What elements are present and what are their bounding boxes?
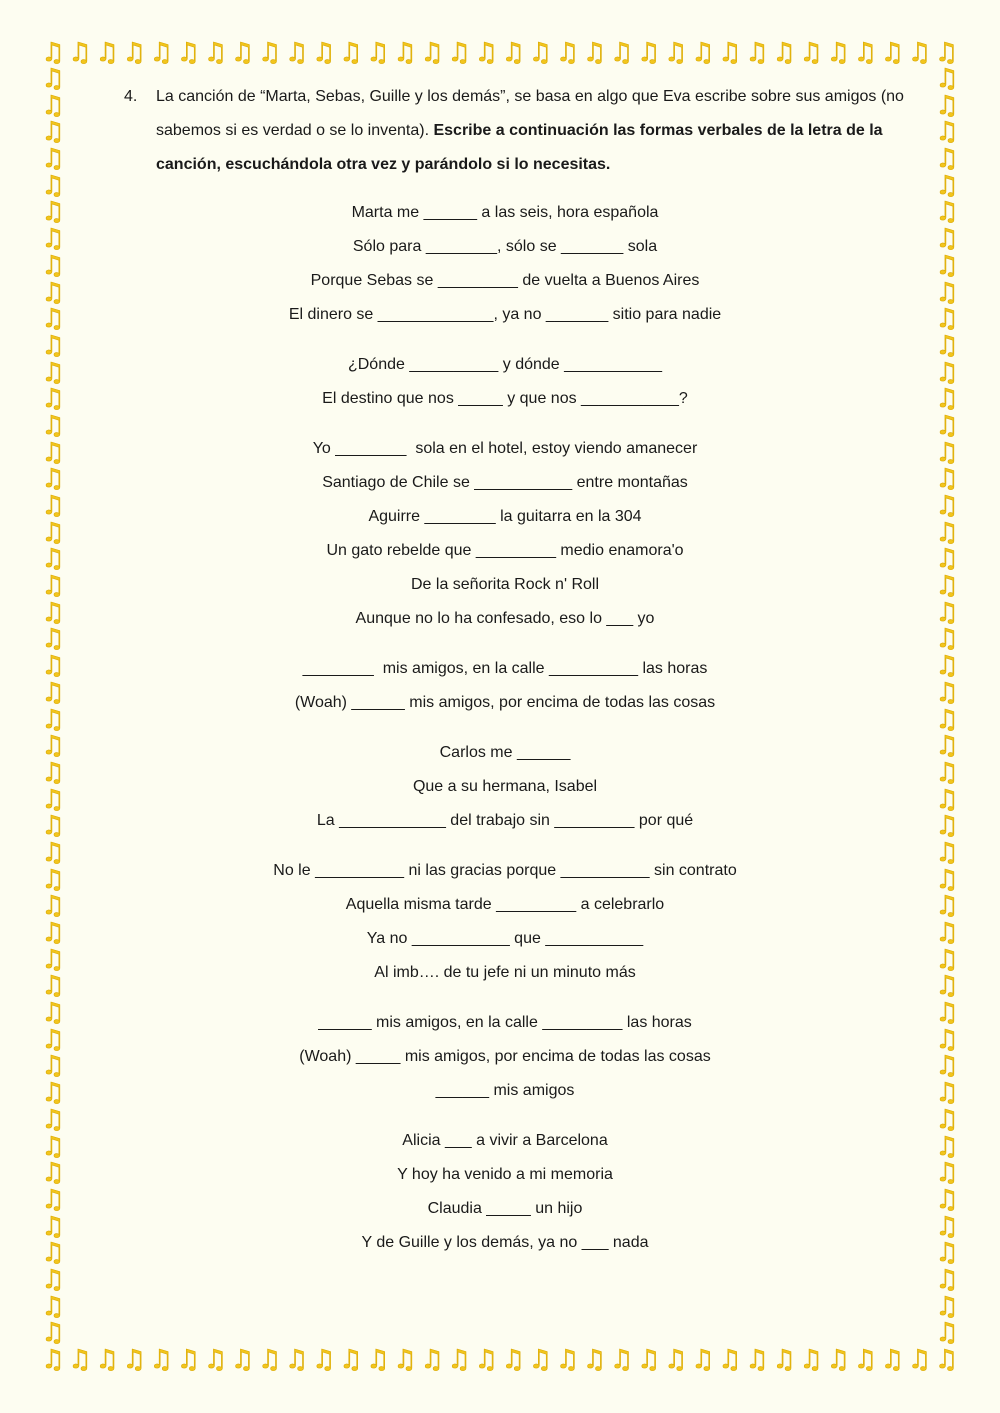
music-note-icon: ♫ xyxy=(935,170,959,201)
stanza xyxy=(100,652,910,720)
music-note-icon: ♫ xyxy=(853,1345,877,1375)
music-note-icon: ♫ xyxy=(582,1345,607,1375)
lyric-line: El dinero se _____________, ya no _______ sitio para nadie xyxy=(288,306,722,323)
music-note-icon: ♫ xyxy=(41,918,65,948)
music-note-icon: ♫ xyxy=(935,517,959,548)
music-note-icon: ♫ xyxy=(609,38,634,68)
music-note-icon: ♫ xyxy=(935,677,959,708)
music-note-icon: ♫ xyxy=(122,1345,146,1375)
music-note-icon: ♫ xyxy=(935,250,959,281)
music-note-icon: ♫ xyxy=(934,38,959,68)
music-note-icon: ♫ xyxy=(257,1345,282,1375)
music-note-icon: ♫ xyxy=(285,38,309,68)
lyric-line: Yo ________ sola en el hotel, estoy viendo amanecer xyxy=(312,440,698,457)
music-note-icon: ♫ xyxy=(447,1345,471,1375)
music-note-icon: ♫ xyxy=(176,1345,201,1375)
music-note-icon: ♫ xyxy=(907,1345,932,1375)
music-note-icon: ♫ xyxy=(203,1345,228,1375)
music-note-icon: ♫ xyxy=(474,1345,498,1375)
music-note-icon: ♫ xyxy=(935,704,959,735)
music-note-icon: ♫ xyxy=(41,677,65,708)
music-note-icon: ♫ xyxy=(41,357,65,388)
music-note-icon: ♫ xyxy=(203,38,228,68)
music-note-icon: ♫ xyxy=(41,1264,65,1295)
music-note-icon: ♫ xyxy=(799,1345,823,1375)
stanza xyxy=(100,1006,910,1108)
music-note-icon: ♫ xyxy=(41,837,65,868)
lyric-line: El destino que nos _____ y que nos ___________? xyxy=(322,390,688,407)
music-note-icon: ♫ xyxy=(935,571,959,602)
music-note-icon: ♫ xyxy=(230,1345,255,1375)
music-note-icon: ♫ xyxy=(935,410,959,441)
music-note-icon: ♫ xyxy=(935,330,959,361)
music-note-icon: ♫ xyxy=(880,38,905,68)
music-note-icon: ♫ xyxy=(935,731,959,762)
music-note-icon: ♫ xyxy=(41,1238,65,1269)
music-note-icon: ♫ xyxy=(312,38,336,68)
music-note-icon: ♫ xyxy=(41,704,65,735)
music-note-icon: ♫ xyxy=(826,38,850,68)
stanza xyxy=(100,348,910,416)
music-note-icon: ♫ xyxy=(366,1345,390,1375)
music-note-icon: ♫ xyxy=(41,1291,65,1322)
music-note-icon: ♫ xyxy=(935,1158,959,1189)
music-note-icon: ♫ xyxy=(935,1184,959,1215)
music-note-icon: ♫ xyxy=(41,437,65,468)
stanza xyxy=(100,854,910,990)
music-note-icon: ♫ xyxy=(691,38,715,68)
music-note-icon: ♫ xyxy=(935,1211,959,1242)
stanza xyxy=(100,736,910,838)
music-note-icon: ♫ xyxy=(41,330,65,361)
music-note-icon: ♫ xyxy=(935,1024,959,1055)
music-note-icon: ♫ xyxy=(95,1345,119,1375)
lyric-line: Carlos me ______ xyxy=(439,744,571,761)
music-note-icon: ♫ xyxy=(935,757,959,788)
music-note-icon: ♫ xyxy=(41,731,65,762)
stanza xyxy=(100,196,910,332)
music-note-icon: ♫ xyxy=(41,491,65,521)
lyric-line: (Woah) _____ mis amigos, por encima de todas las cosas xyxy=(299,1048,711,1065)
music-note-icon: ♫ xyxy=(935,651,959,682)
music-note-icon: ♫ xyxy=(664,38,688,68)
music-note-icon: ♫ xyxy=(935,784,959,815)
music-note-icon: ♫ xyxy=(41,90,65,121)
music-note-icon: ♫ xyxy=(935,1104,959,1135)
music-note-icon: ♫ xyxy=(41,64,65,94)
song-lyrics xyxy=(100,196,910,1276)
music-note-icon: ♫ xyxy=(935,918,959,948)
music-note-icon: ♫ xyxy=(935,117,959,148)
music-note-icon: ♫ xyxy=(230,38,255,68)
music-note-icon: ♫ xyxy=(41,811,65,842)
music-note-icon: ♫ xyxy=(257,38,282,68)
lyric-line: No le __________ ni las gracias porque __________ sin contrato xyxy=(273,862,737,879)
lyric-line: ______ mis amigos, en la calle _________ las horas xyxy=(318,1014,692,1031)
music-note-icon: ♫ xyxy=(935,90,959,121)
lyric-line: ________ mis amigos, en la calle __________ las horas xyxy=(302,660,708,677)
music-note-icon: ♫ xyxy=(745,1345,769,1375)
music-note-icon: ♫ xyxy=(447,38,471,68)
music-note-icon: ♫ xyxy=(609,1345,634,1375)
music-note-icon: ♫ xyxy=(41,1158,65,1189)
music-note-icon: ♫ xyxy=(935,811,959,842)
music-note-icon: ♫ xyxy=(41,571,65,602)
music-note-icon: ♫ xyxy=(41,597,65,628)
music-note-icon: ♫ xyxy=(934,1345,959,1375)
music-note-icon: ♫ xyxy=(41,1078,65,1109)
music-note-icon: ♫ xyxy=(312,1345,336,1375)
music-note-icon: ♫ xyxy=(393,38,417,68)
lyric-line: Porque Sebas se _________ de vuelta a Buenos Aires xyxy=(310,272,700,289)
music-note-icon: ♫ xyxy=(935,864,959,895)
music-note-icon: ♫ xyxy=(366,38,390,68)
music-note-icon: ♫ xyxy=(149,38,173,68)
music-note-icon: ♫ xyxy=(41,144,65,175)
music-note-icon: ♫ xyxy=(935,197,959,228)
music-note-icon: ♫ xyxy=(41,277,65,308)
lyric-line: ¿Dónde __________ y dónde ___________ xyxy=(347,356,663,373)
exercise-instructions xyxy=(124,80,914,182)
music-note-icon: ♫ xyxy=(41,864,65,895)
stanza xyxy=(100,1124,910,1260)
stanza xyxy=(100,432,910,636)
lyric-line: Santiago de Chile se ___________ entre montañas xyxy=(322,474,688,491)
music-note-icon: ♫ xyxy=(420,38,444,68)
music-note-icon: ♫ xyxy=(41,304,65,335)
music-note-icon: ♫ xyxy=(935,277,959,308)
music-note-icon: ♫ xyxy=(41,1024,65,1055)
music-note-icon: ♫ xyxy=(691,1345,715,1375)
music-note-icon: ♫ xyxy=(880,1345,905,1375)
music-note-icon: ♫ xyxy=(41,944,65,975)
music-note-icon: ♫ xyxy=(41,1104,65,1135)
lyric-line: Sólo para ________, sólo se _______ sola xyxy=(352,238,658,255)
music-note-icon: ♫ xyxy=(41,1211,65,1242)
music-note-icon: ♫ xyxy=(41,517,65,548)
music-note-icon: ♫ xyxy=(935,1264,959,1295)
lyric-line: Un gato rebelde que _________ medio enamora'o xyxy=(326,542,684,559)
music-note-icon: ♫ xyxy=(339,38,363,68)
bottom-border xyxy=(40,1347,960,1373)
music-note-icon: ♫ xyxy=(41,651,65,682)
lyric-line: ______ mis amigos xyxy=(435,1082,575,1099)
music-note-icon: ♫ xyxy=(41,624,65,655)
music-note-icon: ♫ xyxy=(772,1345,796,1375)
lyric-line: La ____________ del trabajo sin _________ por qué xyxy=(316,812,694,829)
music-note-icon: ♫ xyxy=(772,38,796,68)
music-note-icon: ♫ xyxy=(339,1345,363,1375)
lyric-line: Alicia ___ a vivir a Barcelona xyxy=(402,1132,608,1149)
music-note-icon: ♫ xyxy=(745,38,769,68)
music-note-icon: ♫ xyxy=(935,1238,959,1269)
music-note-icon: ♫ xyxy=(41,1184,65,1215)
music-note-icon: ♫ xyxy=(718,38,742,68)
music-note-icon: ♫ xyxy=(935,998,959,1029)
music-note-icon: ♫ xyxy=(41,891,65,922)
music-note-icon: ♫ xyxy=(935,1131,959,1162)
music-note-icon: ♫ xyxy=(122,38,146,68)
music-note-icon: ♫ xyxy=(935,1318,959,1349)
left-border xyxy=(40,66,66,1347)
music-note-icon: ♫ xyxy=(664,1345,688,1375)
music-note-icon: ♫ xyxy=(528,1345,553,1375)
music-note-icon: ♫ xyxy=(935,357,959,388)
music-note-icon: ♫ xyxy=(935,1078,959,1109)
lyric-line: Marta me ______ a las seis, hora española xyxy=(351,204,659,221)
music-note-icon: ♫ xyxy=(826,1345,850,1375)
music-note-icon: ♫ xyxy=(935,971,959,1002)
music-note-icon: ♫ xyxy=(420,1345,444,1375)
music-note-icon: ♫ xyxy=(41,410,65,441)
music-note-icon: ♫ xyxy=(41,38,65,68)
music-note-icon: ♫ xyxy=(41,998,65,1029)
exercise-number: 4. xyxy=(124,88,138,105)
lyric-line: Al imb…. de tu jefe ni un minuto más xyxy=(374,964,636,981)
music-note-icon: ♫ xyxy=(501,38,525,68)
music-note-icon: ♫ xyxy=(41,757,65,788)
lyric-line: Que a su hermana, Isabel xyxy=(412,778,598,795)
music-note-icon: ♫ xyxy=(935,624,959,655)
music-note-icon: ♫ xyxy=(285,1345,309,1375)
music-note-icon: ♫ xyxy=(149,1345,173,1375)
music-note-icon: ♫ xyxy=(41,197,65,228)
music-note-icon: ♫ xyxy=(935,944,959,975)
music-note-icon: ♫ xyxy=(176,38,201,68)
music-note-icon: ♫ xyxy=(935,597,959,628)
music-note-icon: ♫ xyxy=(41,464,65,495)
music-note-icon: ♫ xyxy=(935,224,959,255)
music-note-icon: ♫ xyxy=(41,784,65,815)
music-note-icon: ♫ xyxy=(41,170,65,201)
music-note-icon: ♫ xyxy=(555,38,580,68)
music-note-icon: ♫ xyxy=(41,384,65,415)
music-note-icon: ♫ xyxy=(637,1345,661,1375)
music-note-icon: ♫ xyxy=(68,1345,92,1375)
music-note-icon: ♫ xyxy=(935,1051,959,1082)
music-note-icon: ♫ xyxy=(935,491,959,521)
music-note-icon: ♫ xyxy=(41,971,65,1002)
lyric-line: (Woah) ______ mis amigos, por encima de todas las cosas xyxy=(294,694,716,711)
music-note-icon: ♫ xyxy=(935,1291,959,1322)
music-note-icon: ♫ xyxy=(935,384,959,415)
lyric-line: Aguirre ________ la guitarra en la 304 xyxy=(368,508,642,525)
music-note-icon: ♫ xyxy=(935,891,959,922)
lyric-line: Aunque no lo ha confesado, eso lo ___ yo xyxy=(355,610,655,627)
music-note-icon: ♫ xyxy=(41,224,65,255)
lyric-line: De la señorita Rock n' Roll xyxy=(410,576,600,593)
music-note-icon: ♫ xyxy=(555,1345,580,1375)
music-note-icon: ♫ xyxy=(935,464,959,495)
music-note-icon: ♫ xyxy=(935,837,959,868)
lyric-line: Y hoy ha venido a mi memoria xyxy=(397,1166,613,1183)
music-note-icon: ♫ xyxy=(68,38,92,68)
music-note-icon: ♫ xyxy=(41,1345,65,1375)
music-note-icon: ♫ xyxy=(41,117,65,148)
music-note-icon: ♫ xyxy=(582,38,607,68)
lyric-line: Y de Guille y los demás, ya no ___ nada xyxy=(361,1234,649,1251)
lyric-line: Aquella misma tarde _________ a celebrarlo xyxy=(345,896,665,913)
music-note-icon: ♫ xyxy=(799,38,823,68)
music-note-icon: ♫ xyxy=(935,64,959,94)
right-border xyxy=(934,66,960,1347)
instruction-bold: Escribe a continuación las formas verbales de la letra de la canción, escuchándola otra vez y parándolo si lo necesitas. xyxy=(156,122,883,173)
instruction-plain: La canción de “Marta, Sebas, Guille y los demás”, se basa en algo que Eva escribe sobre sus amigos (no sabemos si es verdad o se lo inventa). xyxy=(156,88,904,139)
music-note-icon: ♫ xyxy=(41,1131,65,1162)
music-note-icon: ♫ xyxy=(718,1345,742,1375)
music-note-icon: ♫ xyxy=(95,38,119,68)
lyric-line: Claudia _____ un hijo xyxy=(427,1200,583,1217)
music-note-icon: ♫ xyxy=(41,1318,65,1349)
top-border xyxy=(40,40,960,66)
instruction-text xyxy=(156,80,914,182)
music-note-icon: ♫ xyxy=(41,1051,65,1082)
music-note-icon: ♫ xyxy=(41,250,65,281)
music-note-icon: ♫ xyxy=(935,144,959,175)
music-note-icon: ♫ xyxy=(501,1345,525,1375)
lyric-line: Ya no ___________ que ___________ xyxy=(366,930,644,947)
music-note-icon: ♫ xyxy=(393,1345,417,1375)
music-note-icon: ♫ xyxy=(528,38,553,68)
music-note-icon: ♫ xyxy=(474,38,498,68)
music-note-icon: ♫ xyxy=(41,544,65,575)
music-note-icon: ♫ xyxy=(935,304,959,335)
music-note-icon: ♫ xyxy=(637,38,661,68)
music-note-icon: ♫ xyxy=(935,437,959,468)
music-note-icon: ♫ xyxy=(935,544,959,575)
music-note-icon: ♫ xyxy=(907,38,932,68)
music-note-icon: ♫ xyxy=(853,38,877,68)
